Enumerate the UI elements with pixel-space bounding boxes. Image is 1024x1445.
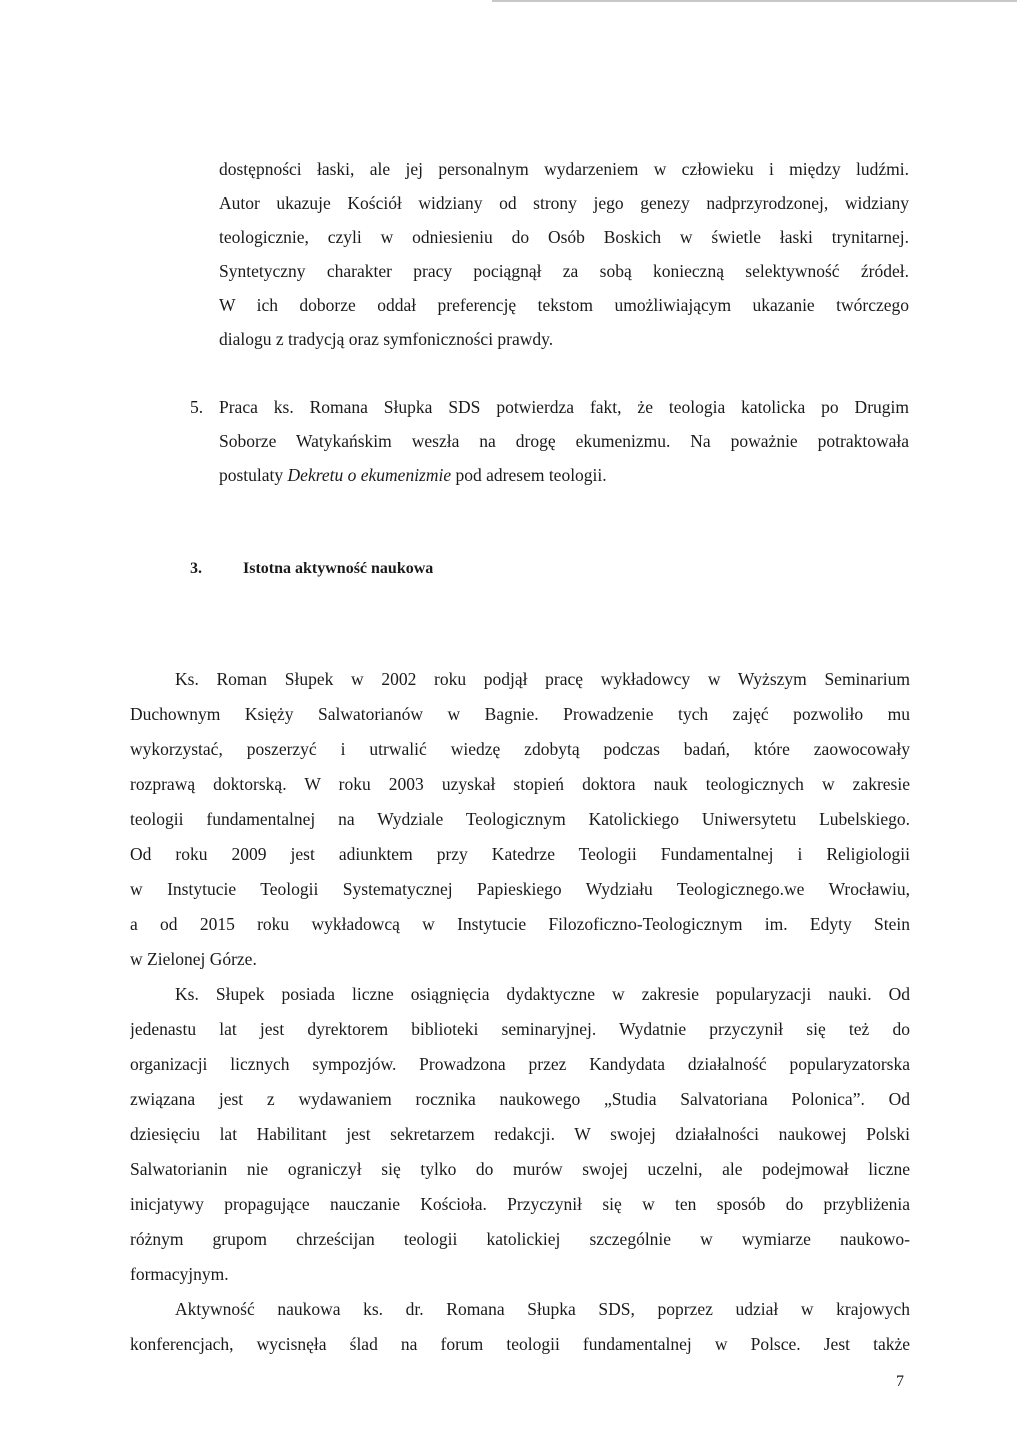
body-line: konferencjach, wycisnęła ślad na forum teologii fundamentalnej w Polsce. Jest także — [130, 1334, 910, 1354]
intro-line: dialogu z tradycją oraz symfoniczności prawdy. — [219, 329, 554, 349]
main-body — [130, 662, 910, 1362]
body-line: dziesięciu lat Habilitant jest sekretarzem redakcji. W swojej działalności naukowej Polski — [130, 1124, 910, 1144]
body-line: związana jest z wydawaniem rocznika naukowego „Studia Salvatoriana Polonica”. Od — [130, 1089, 910, 1109]
body-line: wykorzystać, poszerzyć i utrwalić wiedzę zdobytą podczas badań, które zaowocowały — [130, 739, 910, 759]
item5-italic-title: Dekretu o ekumenizmie — [287, 465, 452, 485]
body-line: teologii fundamentalnej na Wydziale Teologicznym Katolickiego Uniwersytetu Lubelskiego. — [130, 809, 910, 829]
body-line: inicjatywy propagujące nauczanie Kościoła. Przyczynił się w ten sposób do przybliżenia — [130, 1194, 910, 1214]
item5-text: postulaty — [219, 465, 288, 485]
intro-line: W ich doborze oddał preferencję tekstom umożliwiającym ukazanie twórczego — [219, 295, 909, 315]
item5-line: Praca ks. Romana Słupka SDS potwierdza fakt, że teologia katolicka po Drugim — [219, 397, 909, 417]
body-line: formacyjnym. — [130, 1264, 229, 1284]
section-title: Istotna aktywność naukowa — [243, 560, 434, 577]
intro-line: teologicznie, czyli w odniesieniu do Osób Boskich w świetle łaski trynitarnej. — [219, 227, 909, 247]
item5-last-line — [219, 458, 909, 492]
list-item-5 — [190, 390, 909, 492]
body-line: a od 2015 roku wykładowcą w Instytucie Filozoficzno-Teologicznym im. Edyty Stein — [130, 914, 910, 934]
intro-paragraph — [219, 152, 909, 356]
intro-line: dostępności łaski, ale jej personalnym wydarzeniem w człowieku i między ludźmi. — [219, 159, 909, 179]
body-line: w Zielonej Górze. — [130, 949, 257, 969]
body-line: jedenastu lat jest dyrektorem biblioteki seminaryjnej. Wydatnie przyczynił się też do — [130, 1019, 910, 1039]
body-line: rozprawą doktorską. W roku 2003 uzyskał stopień doktora nauk teologicznych w zakresie — [130, 774, 910, 794]
body-line: organizacji licznych sympozjów. Prowadzona przez Kandydata działalność popularyzatorska — [130, 1054, 910, 1074]
body-line: Salwatorianin nie ograniczył się tylko do murów swojej uczelni, ale podejmował liczne — [130, 1159, 910, 1179]
section-number: 3. — [190, 560, 202, 577]
body-line: Ks. Roman Słupek w 2002 roku podjął pracę wykładowcy w Wyższym Seminarium — [175, 669, 910, 689]
item5-text: pod adresem teologii. — [451, 465, 607, 485]
list-item-number: 5. — [190, 397, 204, 417]
page-number: 7 — [896, 1373, 904, 1390]
intro-line: Autor ukazuje Kościół widziany od strony jego genezy nadprzyrodzonej, widziany — [219, 193, 909, 213]
body-line: różnym grupom chrześcijan teologii katolickiej szczególnie w wymiarze naukowo- — [130, 1229, 910, 1249]
scan-edge-line — [492, 0, 1017, 2]
body-line: w Instytucie Teologii Systematycznej Papieskiego Wydziału Teologicznego.we Wrocławiu, — [130, 879, 910, 899]
body-line: Od roku 2009 jest adiunktem przy Katedrze Teologii Fundamentalnej i Religiologii — [130, 844, 910, 864]
body-line: Ks. Słupek posiada liczne osiągnięcia dydaktyczne w zakresie popularyzacji nauki. Od — [175, 984, 910, 1004]
intro-line: Syntetyczny charakter pracy pociągnął za sobą konieczną selektywność źródeł. — [219, 261, 909, 281]
body-line: Duchownym Księży Salwatorianów w Bagnie. Prowadzenie tych zajęć pozwoliło mu — [130, 704, 910, 724]
section-heading — [190, 552, 433, 586]
item5-line: Soborze Watykańskim weszła na drogę ekumenizmu. Na poważnie potraktowała — [219, 431, 909, 451]
list-item-body — [219, 390, 909, 492]
body-line: Aktywność naukowa ks. dr. Romana Słupka SDS, poprzez udział w krajowych — [175, 1299, 910, 1319]
